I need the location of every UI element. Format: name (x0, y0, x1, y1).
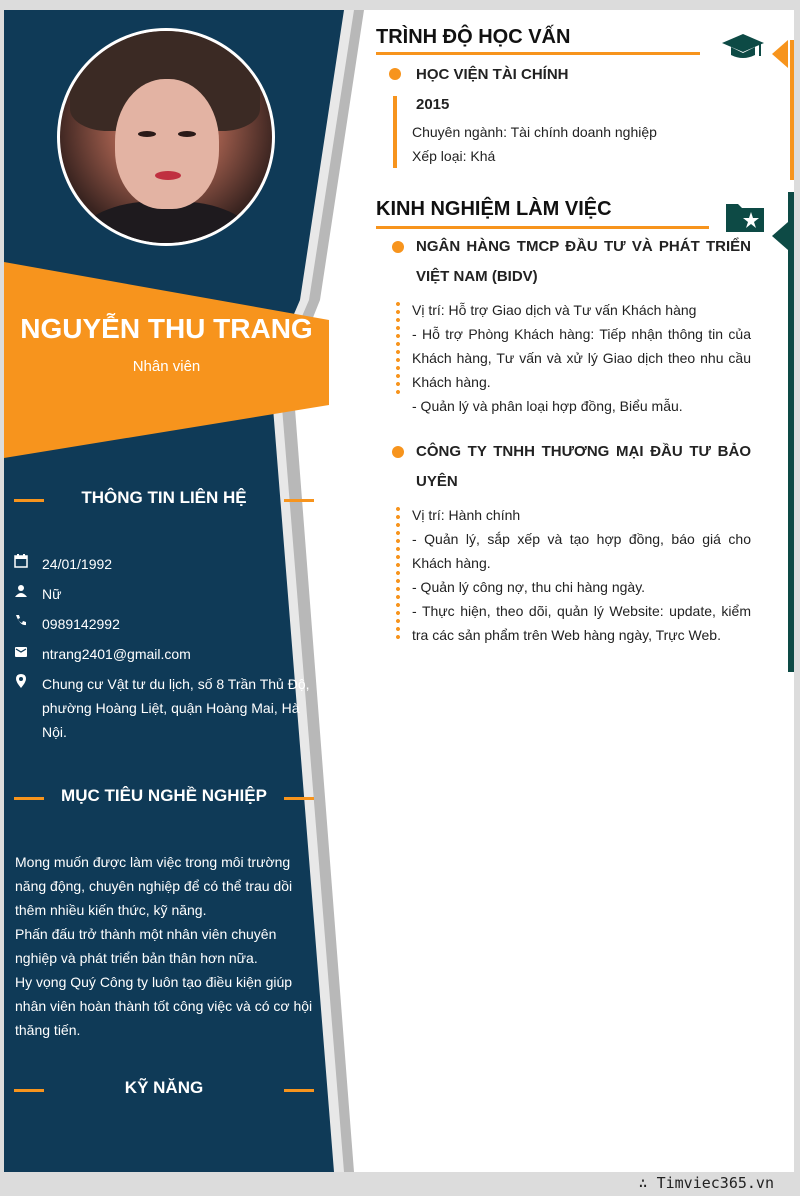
avatar (57, 28, 275, 246)
school-name: HỌC VIỆN TÀI CHÍNH (416, 66, 569, 83)
job-line: - Hỗ trợ Phòng Khách hàng: Tiếp nhận thông tin của Khách hàng, Tư vấn và xử lý Giao dịch theo nhu cầu Khách hàng. (412, 326, 751, 390)
objective-line: Phấn đấu trở thành một nhân viên chuyên nghiệp và phát triển bản thân hơn nữa. (15, 926, 277, 966)
birthday-text: 24/01/1992 (42, 556, 113, 572)
objective-line: Hy vọng Quý Công ty luôn tạo điều kiện giúp nhân viên hoàn thành tốt công việc và có cơ hội thăng tiến. (15, 974, 313, 1038)
objective-heading (14, 786, 314, 810)
email-icon (14, 642, 28, 662)
skills-heading-text: KỸ NĂNG (124, 1078, 204, 1097)
contact-heading (14, 488, 314, 512)
experience-heading: KINH NGHIỆM LÀM VIỆC (376, 198, 612, 220)
phone-icon (14, 612, 28, 632)
education-major: Chuyên ngành: Tài chính doanh nghiệp (412, 124, 657, 140)
job-line: Vị trí: Hành chính (412, 507, 521, 523)
candidate-role: Nhân viên (132, 358, 201, 375)
address-text: Chung cư Vật tư du lịch, số 8 Trần Thủ Độ, phường Hoàng Liệt, quận Hoàng Mai, Hà Nội. (42, 676, 310, 740)
folder-star-icon (724, 198, 766, 234)
job-timeline (396, 505, 400, 643)
phone-text: 0989142992 (42, 616, 120, 632)
job-company: NGÂN HÀNG TMCP ĐẦU TƯ VÀ PHÁT TRIỂN VIỆT NAM (BIDV) (416, 238, 751, 285)
user-icon (14, 582, 28, 602)
job-line: - Quản lý, sắp xếp và tạo hợp đồng, báo giá cho Khách hàng. (412, 531, 751, 571)
candidate-name: NGUYỄN THU TRANG (20, 313, 313, 344)
education-timeline (393, 96, 397, 168)
job-bullet (392, 241, 404, 253)
education-bullet (389, 68, 401, 80)
education-heading: TRÌNH ĐỘ HỌC VẤN (376, 26, 571, 48)
experience-underline (376, 226, 709, 229)
objective-line: Mong muốn được làm việc trong môi trường năng động, chuyên nghiệp để có thể trau dồi thêm nhiều kiến thức, kỹ năng. (15, 854, 293, 918)
objective-heading-text: MỤC TIÊU NGHỀ NGHIỆP (61, 786, 267, 805)
job-line: Vị trí: Hỗ trợ Giao dịch và Tư vấn Khách hàng (412, 302, 697, 318)
job-details (412, 298, 751, 418)
job-bullet (392, 446, 404, 458)
location-pin-icon (14, 672, 28, 692)
education-details (412, 120, 751, 168)
gender-text: Nữ (42, 586, 62, 602)
job-company: CÔNG TY TNHH THƯƠNG MẠI ĐẦU TƯ BẢO UYÊN (416, 443, 751, 490)
email-text: ntrang2401@gmail.com (42, 646, 191, 662)
calendar-icon (14, 552, 28, 572)
job-details (412, 503, 751, 647)
job-timeline (396, 300, 400, 398)
objective-text (15, 850, 315, 1042)
brand-watermark: ∴ Timviec365.vn (638, 1174, 774, 1192)
job-line: - Thực hiện, theo dõi, quản lý Website: update, kiểm tra các sản phẩm trên Web hàng ngày, Trực Web. (412, 603, 751, 643)
resume-page (4, 10, 794, 1172)
graduation-cap-icon (720, 30, 766, 62)
education-grade: Xếp loại: Khá (412, 148, 496, 164)
skills-heading (14, 1078, 314, 1102)
job-line: - Quản lý và phân loại hợp đồng, Biểu mẫu. (412, 398, 683, 414)
job-line: - Quản lý công nợ, thu chi hàng ngày. (412, 579, 646, 595)
contact-heading-text: THÔNG TIN LIÊN HỆ (81, 488, 247, 507)
education-year: 2015 (416, 96, 450, 113)
education-underline (376, 52, 700, 55)
